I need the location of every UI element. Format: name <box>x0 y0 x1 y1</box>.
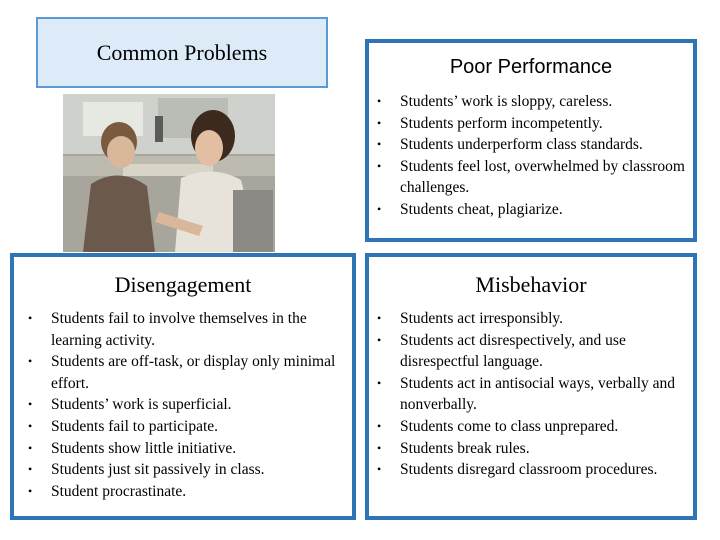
bullet-icon: • <box>377 158 382 173</box>
bullet-icon: • <box>28 311 33 325</box>
bullet-icon: • <box>28 418 33 433</box>
list-item: • Students’ work is superficial. <box>51 394 341 416</box>
bullet-icon: • <box>377 115 382 130</box>
list-item: • Students underperform class standards. <box>400 134 690 156</box>
list-item: • Students act disrespectively, and use disrespectful language. <box>377 331 626 371</box>
disengagement-heading: Disengagement <box>114 272 252 297</box>
disengagement-list <box>28 308 341 502</box>
list-item: • Students’ work is sloppy, careless. <box>400 91 690 113</box>
title-box <box>36 17 328 88</box>
bullet-icon: • <box>377 332 382 347</box>
list-item: • Students just sit passively in class. <box>51 459 341 481</box>
list-item: • Students come to class unprepared. <box>400 416 696 438</box>
list-item: • Students perform incompetently. <box>400 113 690 135</box>
list-item: • Students act in antisocial ways, verbally and nonverbally. <box>377 374 676 414</box>
list-item: • Students disregard classroom procedures. <box>400 459 696 481</box>
list-item: • Students fail to participate. <box>51 416 341 438</box>
list-item: • Students feel lost, overwhelmed by classroom challenges. <box>377 157 685 197</box>
bullet-icon: • <box>377 201 382 216</box>
bullet-icon: • <box>377 440 382 455</box>
misbehavior-list <box>377 308 696 481</box>
classroom-photo-image <box>63 94 275 252</box>
classroom-photo <box>63 94 275 252</box>
list-item: • Students fail to involve themselves in the learning activity. <box>28 310 307 349</box>
bullet-icon: • <box>28 397 33 412</box>
list-item: • Students cheat, plagiarize. <box>400 199 690 221</box>
poor-performance-heading: Poor Performance <box>449 56 613 78</box>
bullet-icon: • <box>28 483 33 498</box>
list-item: • Students act irresponsibly. <box>400 308 696 330</box>
bullet-icon: • <box>377 418 382 433</box>
bullet-icon: • <box>28 440 33 455</box>
bullet-icon: • <box>28 462 33 477</box>
list-item: • Students are off-task, or display only minimal effort. <box>28 353 336 392</box>
bullet-icon: • <box>377 137 382 152</box>
bullet-icon: • <box>377 94 382 108</box>
misbehavior-heading: Misbehavior <box>475 272 587 297</box>
poor-performance-list <box>377 91 690 221</box>
bullet-icon: • <box>377 375 382 390</box>
list-item: • Student procrastinate. <box>51 481 341 503</box>
bullet-icon: • <box>377 462 382 477</box>
slide-title: Common Problems <box>96 40 268 65</box>
list-item: • Students show little initiative. <box>51 438 341 460</box>
bullet-icon: • <box>377 311 382 325</box>
bullet-icon: • <box>28 354 33 369</box>
list-item: • Students break rules. <box>400 438 696 460</box>
